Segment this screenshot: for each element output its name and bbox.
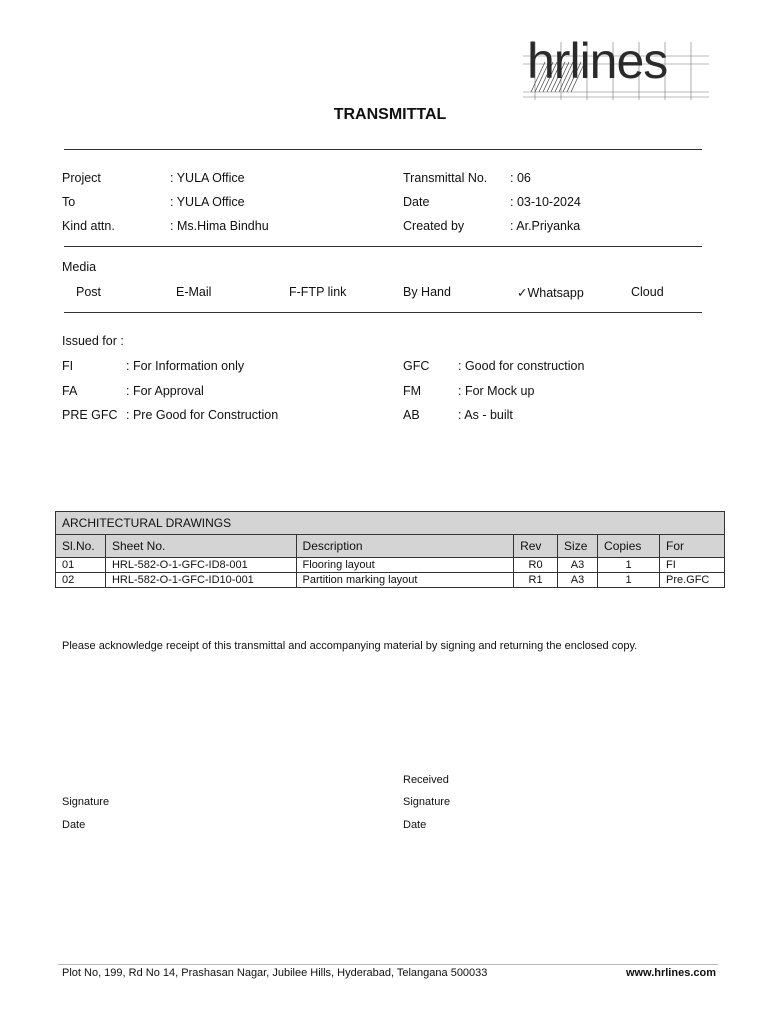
receiver-signature-label: Signature bbox=[403, 796, 451, 808]
company-logo bbox=[523, 33, 709, 100]
cell-sl-no: 02 bbox=[56, 573, 106, 588]
cell-sheet-no: HRL-582-O-1-GFC-ID10-001 bbox=[105, 573, 296, 588]
created-by-label: Created by bbox=[403, 219, 465, 233]
acknowledgement-text: Please acknowledge receipt of this transmittal and accompanying material by signing and returning the enclosed copy. bbox=[62, 640, 638, 652]
issued-desc-fi: : For Information only bbox=[126, 359, 245, 373]
column-header-size: Size bbox=[558, 535, 598, 558]
cell-for: FI bbox=[659, 558, 724, 573]
cell-size: A3 bbox=[558, 573, 598, 588]
issued-desc-pre-gfc: : Pre Good for Construction bbox=[126, 408, 279, 422]
media-label: Media bbox=[62, 260, 97, 274]
issued-code-fa: FA bbox=[62, 384, 78, 398]
title-divider bbox=[64, 149, 702, 150]
table-section-title: ARCHITECTURAL DRAWINGS bbox=[56, 512, 725, 535]
date-value: : 03-10-2024 bbox=[510, 195, 581, 209]
media-option-email: E-Mail bbox=[176, 285, 212, 299]
transmittal-no-value: : 06 bbox=[510, 171, 531, 185]
table-row bbox=[56, 558, 725, 573]
issued-code-fm: FM bbox=[403, 384, 422, 398]
logo-text: hrlines bbox=[527, 33, 668, 89]
media-option-by-hand: By Hand bbox=[403, 285, 451, 299]
column-header-sl-no: Sl.No. bbox=[56, 535, 106, 558]
to-value: : YULA Office bbox=[170, 195, 245, 209]
footer-divider bbox=[58, 964, 718, 965]
project-label: Project bbox=[62, 171, 101, 185]
media-option-whatsapp bbox=[517, 285, 584, 300]
issued-code-ab: AB bbox=[403, 408, 420, 422]
project-value: : YULA Office bbox=[170, 171, 245, 185]
kind-attn-value: : Ms.Hima Bindhu bbox=[170, 219, 269, 233]
cell-sheet-no: HRL-582-O-1-GFC-ID8-001 bbox=[105, 558, 296, 573]
cell-description: Flooring layout bbox=[296, 558, 514, 573]
receiver-date-label: Date bbox=[403, 819, 427, 831]
media-divider bbox=[64, 312, 702, 313]
column-header-copies: Copies bbox=[598, 535, 660, 558]
column-header-for: For bbox=[659, 535, 724, 558]
issued-desc-fm: : For Mock up bbox=[458, 384, 535, 398]
media-option-post: Post bbox=[76, 285, 102, 299]
media-option-cloud: Cloud bbox=[631, 285, 664, 299]
issued-desc-fa: : For Approval bbox=[126, 384, 204, 398]
fields-divider bbox=[64, 246, 702, 247]
created-by-value: : Ar.Priyanka bbox=[510, 219, 581, 233]
kind-attn-label: Kind attn. bbox=[62, 219, 115, 233]
footer-website: www.hrlines.com bbox=[625, 967, 716, 979]
received-label: Received bbox=[403, 774, 449, 786]
cell-description: Partition marking layout bbox=[296, 573, 514, 588]
transmittal-no-label: Transmittal No. bbox=[403, 171, 488, 185]
column-header-rev: Rev bbox=[514, 535, 558, 558]
to-label: To bbox=[62, 195, 76, 209]
footer-address: Plot No, 199, Rd No 14, Prashasan Nagar, Jubilee Hills, Hyderabad, Telangana 500033 bbox=[62, 967, 488, 979]
cell-sl-no: 01 bbox=[56, 558, 106, 573]
sender-signature-label: Signature bbox=[62, 796, 110, 808]
drawings-table bbox=[55, 511, 725, 588]
issued-code-gfc: GFC bbox=[403, 359, 430, 373]
issued-desc-gfc: : Good for construction bbox=[458, 359, 585, 373]
column-header-description: Description bbox=[296, 535, 514, 558]
table-row bbox=[56, 573, 725, 588]
column-header-sheet-no: Sheet No. bbox=[105, 535, 296, 558]
issued-code-fi: FI bbox=[62, 359, 74, 373]
check-mark-icon: ✓ bbox=[517, 286, 528, 300]
page-title: TRANSMITTAL bbox=[333, 106, 447, 123]
sender-date-label: Date bbox=[62, 819, 86, 831]
media-option-ftp: F-FTP link bbox=[289, 285, 347, 299]
cell-rev: R1 bbox=[514, 573, 558, 588]
date-label: Date bbox=[403, 195, 430, 209]
issued-code-pre-gfc: PRE GFC bbox=[62, 408, 118, 422]
issued-desc-ab: : As - built bbox=[458, 408, 513, 422]
issued-for-label: Issued for : bbox=[62, 334, 124, 348]
cell-copies: 1 bbox=[598, 573, 660, 588]
media-option-whatsapp-label: Whatsapp bbox=[527, 286, 584, 300]
cell-rev: R0 bbox=[514, 558, 558, 573]
cell-size: A3 bbox=[558, 558, 598, 573]
cell-for: Pre.GFC bbox=[659, 573, 724, 588]
cell-copies: 1 bbox=[598, 558, 660, 573]
